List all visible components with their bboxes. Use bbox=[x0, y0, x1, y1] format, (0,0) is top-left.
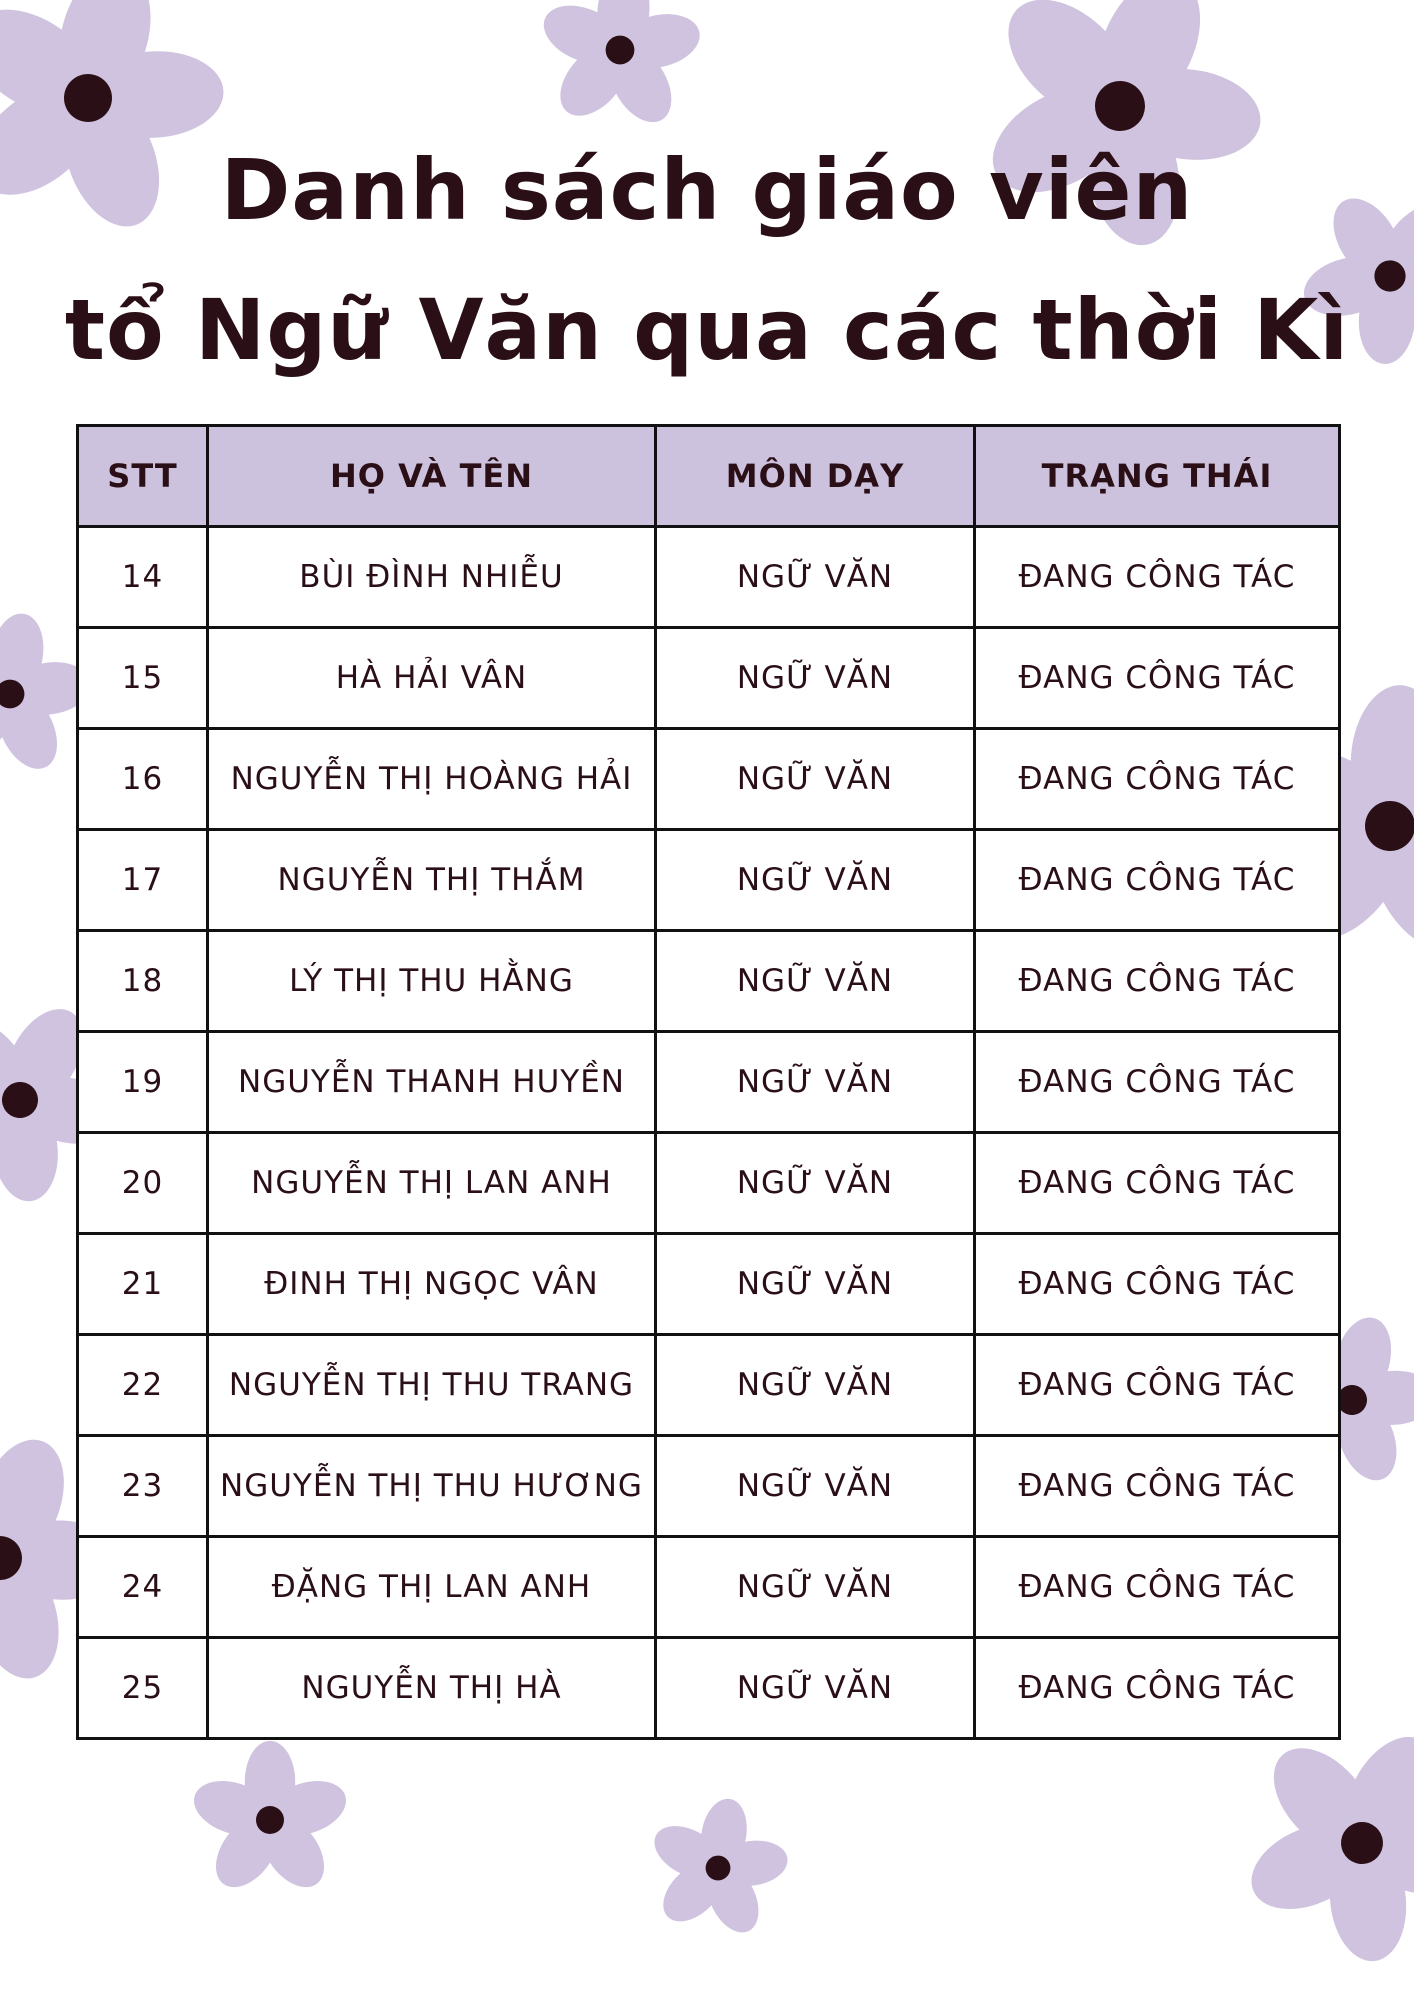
cell-status: ĐANG CÔNG TÁC bbox=[975, 729, 1340, 830]
cell-subject: NGỮ VĂN bbox=[656, 527, 975, 628]
cell-stt: 19 bbox=[78, 1032, 208, 1133]
table-row bbox=[78, 830, 1340, 931]
cell-stt: 21 bbox=[78, 1234, 208, 1335]
cell-subject: NGỮ VĂN bbox=[656, 1436, 975, 1537]
header-name: HỌ VÀ TÊN bbox=[208, 426, 656, 527]
cell-status: ĐANG CÔNG TÁC bbox=[975, 1032, 1340, 1133]
cell-subject: NGỮ VĂN bbox=[656, 931, 975, 1032]
cell-stt: 14 bbox=[78, 527, 208, 628]
cell-stt: 18 bbox=[78, 931, 208, 1032]
cell-subject: NGỮ VĂN bbox=[656, 1537, 975, 1638]
flower-icon bbox=[528, 0, 712, 138]
cell-status: ĐANG CÔNG TÁC bbox=[975, 1537, 1340, 1638]
table-row bbox=[78, 1638, 1340, 1739]
cell-subject: NGỮ VĂN bbox=[656, 1335, 975, 1436]
table-row bbox=[78, 628, 1340, 729]
cell-stt: 16 bbox=[78, 729, 208, 830]
cell-name: HÀ HẢI VÂN bbox=[208, 628, 656, 729]
cell-name: NGUYỄN THỊ HOÀNG HẢI bbox=[208, 729, 656, 830]
cell-subject: NGỮ VĂN bbox=[656, 628, 975, 729]
header-stt: STT bbox=[78, 426, 208, 527]
cell-name: NGUYỄN THỊ HÀ bbox=[208, 1638, 656, 1739]
cell-status: ĐANG CÔNG TÁC bbox=[975, 830, 1340, 931]
cell-subject: NGỮ VĂN bbox=[656, 1638, 975, 1739]
cell-subject: NGỮ VĂN bbox=[656, 729, 975, 830]
cell-stt: 24 bbox=[78, 1537, 208, 1638]
cell-stt: 20 bbox=[78, 1133, 208, 1234]
table-row bbox=[78, 729, 1340, 830]
teacher-table bbox=[76, 424, 1341, 1740]
cell-status: ĐANG CÔNG TÁC bbox=[975, 931, 1340, 1032]
cell-name: LÝ THỊ THU HẰNG bbox=[208, 931, 656, 1032]
cell-stt: 22 bbox=[78, 1335, 208, 1436]
cell-name: NGUYỄN THỊ THU TRANG bbox=[208, 1335, 656, 1436]
cell-subject: NGỮ VĂN bbox=[656, 830, 975, 931]
cell-stt: 23 bbox=[78, 1436, 208, 1537]
cell-name: NGUYỄN THỊ THU HƯƠNG bbox=[208, 1436, 656, 1537]
cell-stt: 25 bbox=[78, 1638, 208, 1739]
cell-subject: NGỮ VĂN bbox=[656, 1234, 975, 1335]
cell-stt: 17 bbox=[78, 830, 208, 931]
cell-status: ĐANG CÔNG TÁC bbox=[975, 527, 1340, 628]
table-header-row bbox=[78, 426, 1340, 527]
table-row bbox=[78, 1537, 1340, 1638]
table-row bbox=[78, 1032, 1340, 1133]
cell-name: NGUYỄN THỊ LAN ANH bbox=[208, 1133, 656, 1234]
cell-status: ĐANG CÔNG TÁC bbox=[975, 1133, 1340, 1234]
cell-subject: NGỮ VĂN bbox=[656, 1032, 975, 1133]
cell-status: ĐANG CÔNG TÁC bbox=[975, 1234, 1340, 1335]
table-row bbox=[78, 1133, 1340, 1234]
cell-name: NGUYỄN THỊ THẮM bbox=[208, 830, 656, 931]
table-body bbox=[78, 527, 1340, 1739]
cell-stt: 15 bbox=[78, 628, 208, 729]
table-row bbox=[78, 1436, 1340, 1537]
page-title bbox=[0, 120, 1414, 400]
cell-name: NGUYỄN THANH HUYỀN bbox=[208, 1032, 656, 1133]
cell-subject: NGỮ VĂN bbox=[656, 1133, 975, 1234]
cell-name: ĐINH THỊ NGỌC VÂN bbox=[208, 1234, 656, 1335]
header-status: TRẠNG THÁI bbox=[975, 426, 1340, 527]
flower-icon bbox=[633, 1786, 802, 1949]
table-row bbox=[78, 527, 1340, 628]
cell-status: ĐANG CÔNG TÁC bbox=[975, 1335, 1340, 1436]
flower-icon bbox=[187, 1741, 353, 1899]
cell-status: ĐANG CÔNG TÁC bbox=[975, 1436, 1340, 1537]
cell-name: BÙI ĐÌNH NHIỄU bbox=[208, 527, 656, 628]
table-row bbox=[78, 931, 1340, 1032]
cell-status: ĐANG CÔNG TÁC bbox=[975, 628, 1340, 729]
title-line-2: tổ Ngữ Văn qua các thời Kì bbox=[64, 281, 1350, 379]
table-row bbox=[78, 1335, 1340, 1436]
cell-status: ĐANG CÔNG TÁC bbox=[975, 1638, 1340, 1739]
header-subject: MÔN DẠY bbox=[656, 426, 975, 527]
title-line-1: Danh sách giáo viên bbox=[220, 141, 1194, 239]
cell-name: ĐẶNG THỊ LAN ANH bbox=[208, 1537, 656, 1638]
table-row bbox=[78, 1234, 1340, 1335]
